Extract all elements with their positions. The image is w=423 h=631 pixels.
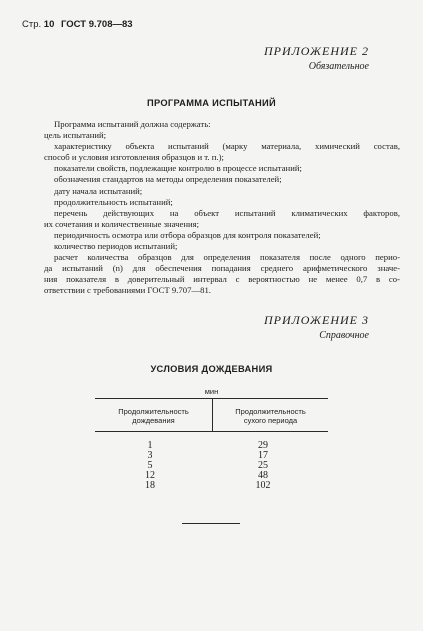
rain-duration-cell: 12	[145, 470, 155, 481]
table-header-rule	[95, 431, 328, 432]
end-rule	[182, 523, 240, 524]
rain-duration-cell: 1	[147, 440, 153, 451]
unit-label: мин	[204, 387, 219, 396]
standard-code: ГОСТ 9.708—83	[61, 19, 133, 30]
dry-period-cell: 25	[258, 460, 268, 471]
col-dry-values	[238, 441, 288, 491]
program-line: цель испытаний;	[44, 130, 107, 141]
program-body	[44, 119, 400, 297]
program-line: ния показателя в доверительный интервал с вероятностью не менее 0,7 в со-	[44, 274, 400, 285]
program-line: их сочетания и количественные значения;	[44, 218, 200, 229]
program-line: показатели свойств, подлежащие контролю в процессе испытаний;	[54, 163, 302, 174]
program-line: характеристику объекта испытаний (марку материала, химический состав,	[54, 141, 400, 152]
col-dry-header: Продолжительность сухого периода	[235, 407, 306, 425]
col-rain-values	[130, 441, 170, 491]
appendix-2-subtitle: Обязательное	[308, 61, 369, 72]
program-line: обозначения стандартов на методы определения показателей;	[54, 174, 282, 185]
appendix-2-title: ПРИЛОЖЕНИЕ 2	[264, 44, 369, 58]
program-heading: ПРОГРАММА ИСПЫТАНИЙ	[147, 98, 276, 108]
program-line: способ и условия изготовления образцов и т. п.);	[44, 152, 224, 163]
dry-period-cell: 17	[258, 450, 268, 461]
rain-duration-cell: 5	[147, 460, 153, 471]
rain-duration-cell: 3	[147, 450, 153, 461]
dry-period-cell: 102	[255, 480, 271, 491]
page-number: 10	[43, 19, 55, 30]
program-line: да испытаний (n) для обеспечения попадания среднего арифметического значе-	[44, 263, 400, 274]
program-line: продолжительность испытаний;	[54, 196, 173, 207]
rain-duration-cell: 18	[145, 480, 155, 491]
program-line: периодичность осмотра или отбора образцов для контроля показателей;	[54, 229, 321, 240]
dry-period-cell: 29	[258, 440, 268, 451]
program-line: дату начала испытаний;	[54, 185, 143, 196]
program-line: Программа испытаний должна содержать:	[54, 119, 211, 129]
program-line: количество периодов испытаний;	[54, 241, 178, 252]
col-rain-header: Продолжительность дождевания	[118, 407, 189, 425]
program-line: ответствии с требованиями ГОСТ 9.707—81.	[44, 285, 211, 296]
dry-period-cell: 48	[258, 470, 268, 481]
appendix-3-title: ПРИЛОЖЕНИЕ 3	[264, 313, 369, 327]
rain-heading: УСЛОВИЯ ДОЖДЕВАНИЯ	[150, 364, 273, 374]
program-line: расчет количества образцов для определения показателя после одного перио-	[54, 252, 400, 263]
page-prefix: Стр.	[22, 19, 42, 30]
program-line: перечень действующих на объект испытаний климатических факторов,	[54, 207, 400, 218]
page-header	[22, 19, 133, 30]
appendix-3-subtitle: Справочное	[319, 330, 369, 341]
